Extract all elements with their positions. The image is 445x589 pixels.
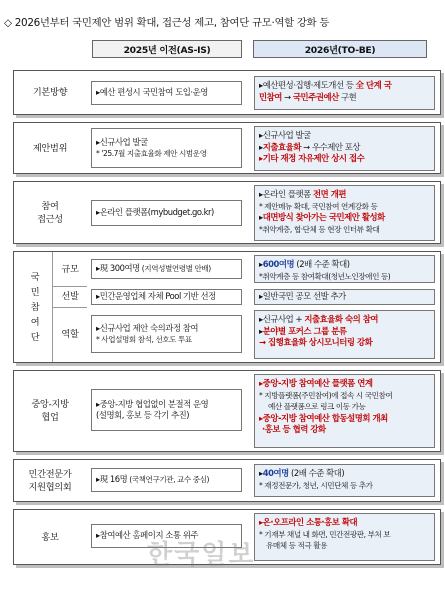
tobe-line-3: → 집행효율화 상시모니터링 강화 (259, 337, 373, 347)
tobe-cell (254, 513, 435, 561)
tobe-text: ▸일반국민 공모 선발 추가 (259, 291, 346, 302)
tobe-cell (254, 374, 435, 448)
asis-cell (91, 389, 242, 431)
tobe-line-2: * 제안메뉴 확대, 국민참여 연계강화 등 (259, 201, 378, 211)
row-label: 홍보 (41, 531, 59, 543)
asis-cell (91, 128, 242, 168)
tobe-line-4: ▸중앙-지방 참여예산 합동설명회 개최 (259, 412, 388, 423)
row-label: 민간전문가 지원협의회 (28, 468, 72, 493)
tobe-line-1: ▸온라인 플랫폼 전면 개편 (259, 189, 347, 199)
tobe-cell (254, 310, 435, 359)
watermark: 한국일보 (147, 540, 256, 570)
asis-text: ▸現 16명 (국책연구기관, 교수 중심) (96, 474, 210, 485)
row-basic-direction (13, 70, 441, 115)
row-label: 중앙-지방 협업 (31, 399, 69, 423)
tobe-line-1: ▸예산편성·집행·제도개선 등 全 단계 국 (259, 80, 392, 90)
subrow-label-role: 역할 (61, 329, 79, 340)
tobe-line-3: ▸기타 재정 자유제안 상시 접수 (259, 153, 365, 163)
tobe-line-1: ▸40여명 (2배 수준 확대) (259, 468, 345, 478)
asis-line-2: (설명회, 홍보 등 각기 추진) (96, 410, 190, 420)
tobe-line-3: 예산 플랫폼으로 링크 이동 가능 (268, 402, 366, 411)
tobe-cell (254, 464, 435, 497)
tobe-cell (254, 255, 435, 283)
tobe-line-1: ▸600여명 (2배 수준 확대) (259, 259, 350, 269)
asis-line-1: ▸중앙-지방 협업없이 분절적 운영 (96, 398, 209, 409)
tobe-line-4: *취약계층, 협·단체 등 현장 인터뷰 확대 (259, 224, 380, 234)
asis-header: 2025년 이전(AS-IS) (92, 40, 242, 58)
asis-line-2: * 사업설명회 참석, 선호도 투표 (96, 335, 192, 344)
subrow-label-scale: 규모 (61, 263, 79, 275)
tobe-line-1: ▸온·오프라인 소통·홍보 확대 (259, 517, 358, 527)
tobe-line-1: ▸신규사업 + 지출효율화 숙의 참여 (259, 314, 379, 324)
tobe-line-2: * 기재부 채널 내 화면, 민간전광판, 부처 보 (259, 529, 391, 539)
asis-text: ▸참여예산 홈페이지 소통 위주 (96, 530, 199, 541)
tobe-cell (254, 185, 435, 241)
row-central-local (13, 370, 441, 452)
tobe-line-2: ▸지출효율화 → 우수제안 포상 (259, 141, 361, 152)
asis-cell (91, 81, 242, 105)
asis-text: ▸現 300여명 (지역성별연령별 안배) (96, 263, 211, 274)
row-citizen-group (13, 251, 441, 363)
page-title: ◇ 2026년부터 국민제안 범위 확대, 접근성 제고, 참여단 규모·역할 강화 등 (4, 17, 330, 29)
row-promotion (13, 509, 441, 565)
tobe-line-1: ▸신규사업 발굴 (259, 130, 311, 140)
asis-cell (91, 259, 242, 279)
asis-cell (91, 524, 242, 548)
asis-text: ▸예산 편성시 국민참여 도입·운영 (96, 87, 208, 98)
tobe-line-2: * 재정전문가, 청년, 시민단체 등 추가 (259, 480, 373, 490)
tobe-line-3: ▸대면방식 찾아가는 국민제안 활성화 (259, 212, 385, 222)
asis-cell (91, 289, 242, 305)
row-label: 기본방향 (32, 87, 68, 98)
row-label: 참여 접근성 (37, 200, 63, 225)
tobe-cell (254, 289, 435, 305)
tobe-line-1: ▸중앙-지방 참여예산 플랫폼 연계 (259, 378, 373, 388)
asis-text: ▸온라인 플랫폼(mybudget.go.kr) (96, 207, 214, 218)
row-label: 제안범위 (32, 142, 68, 154)
tobe-line-2: * 지방플랫폼(주민참여)에 접속 시 국민참여 (259, 390, 393, 400)
asis-text: ▸민간운영업체 자체 Pool 기반 선정 (96, 291, 216, 302)
tobe-cell (254, 126, 435, 171)
subrow-label-selection: 선발 (61, 291, 79, 302)
row-accessibility (13, 181, 441, 244)
tobe-line-2: 민참여 → 국민주권예산 구현 (259, 91, 357, 102)
asis-cell (91, 315, 242, 353)
asis-line-1: ▸신규사업 발굴 (96, 136, 148, 147)
row-expert-council (13, 459, 441, 502)
asis-cell (91, 200, 242, 226)
tobe-header: 2026년(TO-BE) (253, 40, 427, 58)
tobe-line-2: *취약계층 등 참여확대(청년노인장애인 등) (259, 271, 391, 281)
asis-cell (91, 468, 242, 492)
group-label: 국 민 참 여 단 (30, 271, 40, 343)
tobe-line-3: 유매체 등 적극 활용 (266, 541, 327, 550)
tobe-cell (254, 76, 435, 110)
asis-line-2: * '25.7월 지출효율화 제안 시범운영 (96, 149, 207, 158)
tobe-line-5: ·홍보 등 협력 강화 (262, 424, 326, 434)
asis-line-1: ▸신규사업 제안 숙의과정 참여 (96, 322, 199, 333)
tobe-line-2: ▸분야별 포커스 그룹 분류 (259, 325, 347, 336)
row-proposal-scope (13, 122, 441, 174)
